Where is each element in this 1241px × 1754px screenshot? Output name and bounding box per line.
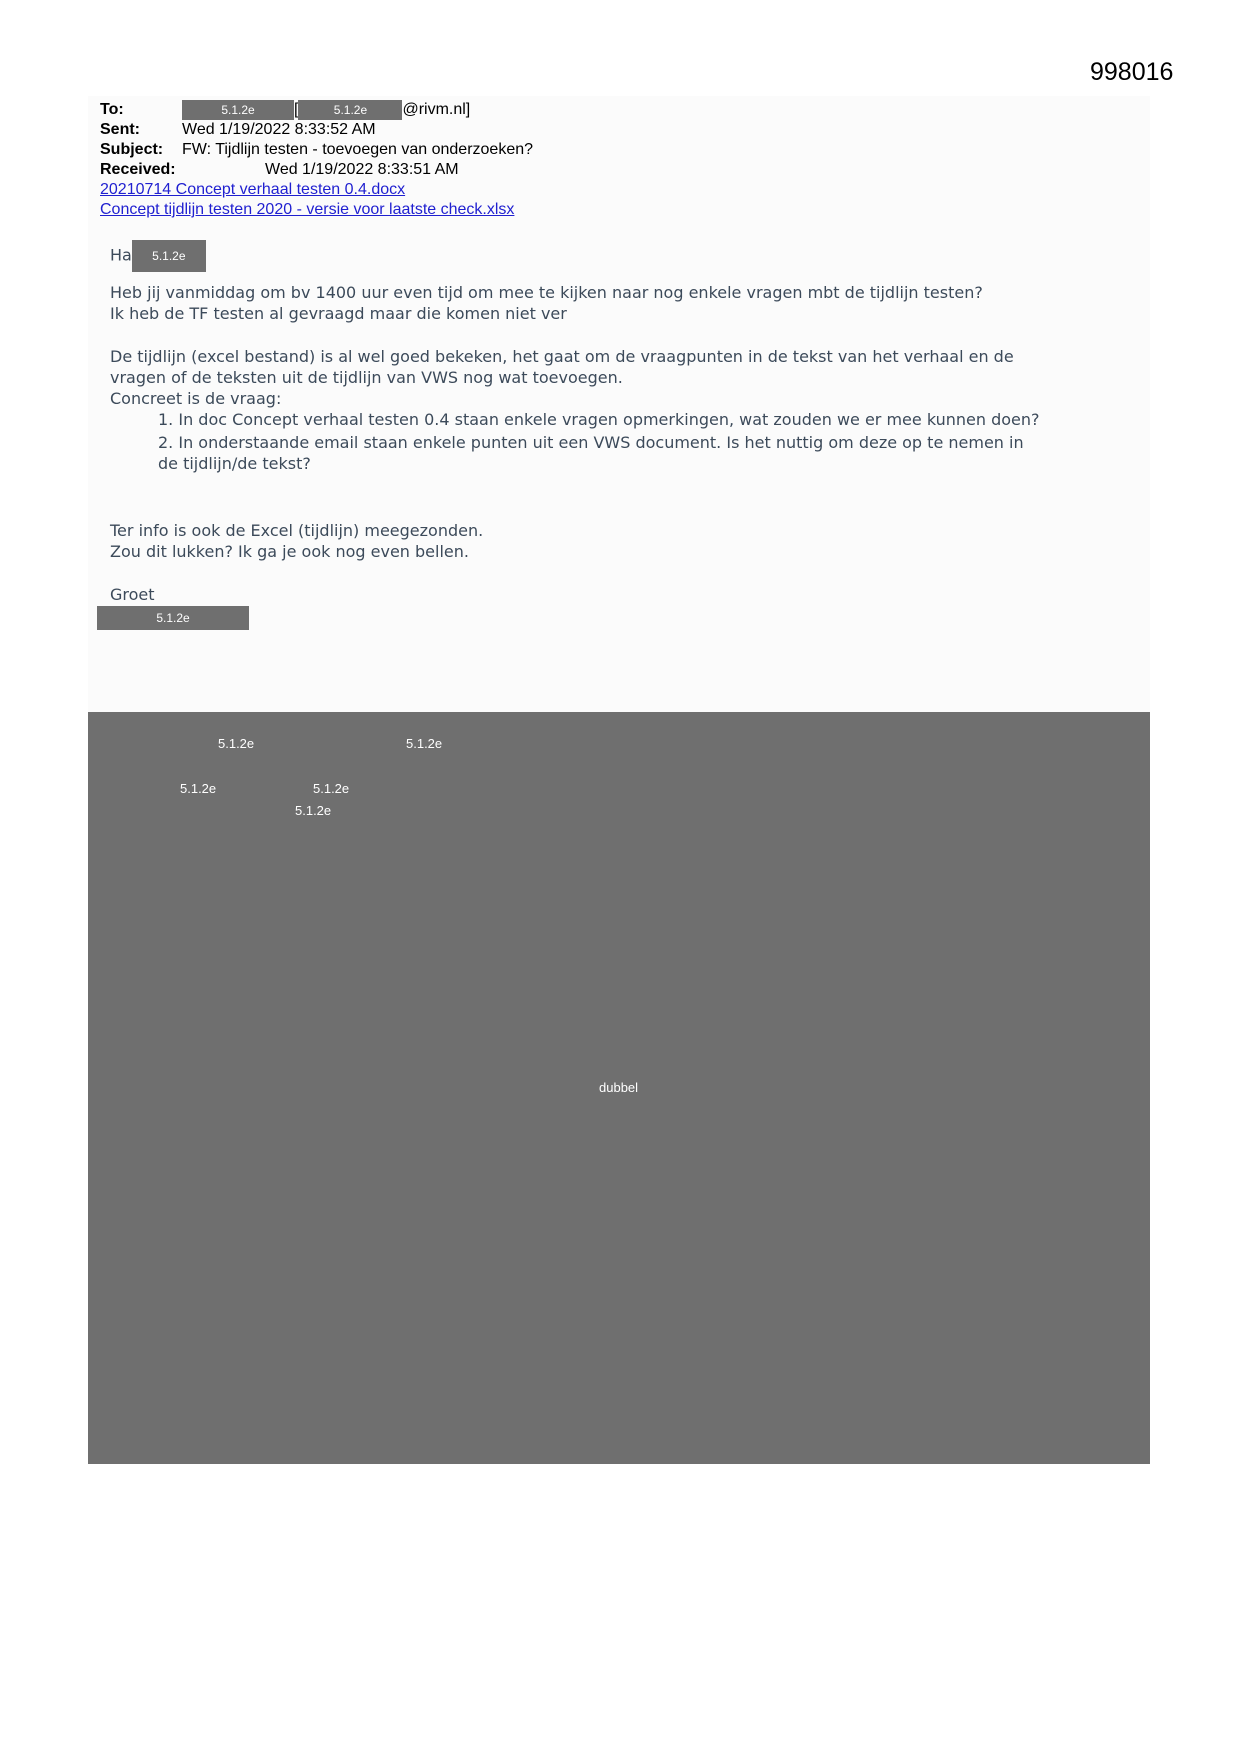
redaction-label: 5.1.2e (313, 781, 350, 796)
received-label: Received: (100, 161, 176, 178)
paragraph-line: Zou dit lukken? Ik ga je ook nog even bellen. (110, 542, 469, 561)
subject-value: FW: Tijdlijn testen - toevoegen van onderzoeken? (182, 141, 534, 158)
to-bracket: [ (294, 101, 299, 119)
paragraph-line: Ter info is ook de Excel (tijdlijn) meegezonden. (110, 521, 484, 540)
redaction-label: 5.1.2e (406, 736, 443, 751)
redaction-box: 5.1.2e (182, 100, 294, 120)
paragraph-line: Ik heb de TF testen al gevraagd maar die komen niet ver (110, 304, 567, 323)
redaction-label: 5.1.2e (295, 803, 332, 818)
attachment-link-docx[interactable]: 20210714 Concept verhaal testen 0.4.docx (100, 181, 406, 198)
closing: Groet (110, 585, 155, 604)
to-line (100, 100, 470, 120)
attachment-link-xlsx[interactable]: Concept tijdlijn testen 2020 - versie voor laatste check.xlsx (100, 201, 515, 218)
subject-label: Subject: (100, 141, 164, 158)
redaction-box: 5.1.2e (97, 606, 249, 630)
redaction-center-label: dubbel (599, 1080, 639, 1095)
subject-line (100, 140, 533, 160)
paragraph-line: Heb jij vanmiddag om bv 1400 uur even tijd om mee te kijken naar nog enkele vragen mbt de tijdlijn testen? (110, 283, 983, 302)
redaction-label: 5.1.2e (218, 736, 255, 751)
greeting-line (110, 240, 206, 270)
signature (97, 606, 249, 630)
received-value: Wed 1/19/2022 8:33:51 AM (265, 161, 459, 178)
paragraph-line: Concreet is de vraag: (110, 389, 282, 408)
sent-line (100, 120, 376, 140)
to-label: To: (100, 101, 124, 119)
redaction-box: 5.1.2e (132, 240, 206, 272)
list-item-continuation: de tijdlijn/de tekst? (158, 454, 311, 473)
redacted-block (88, 712, 1150, 1464)
to-email-suffix: @rivm.nl] (402, 101, 471, 119)
paragraph-line: vragen of de teksten uit de tijdlijn van VWS nog wat toevoegen. (110, 368, 623, 387)
sent-label: Sent: (100, 121, 140, 138)
list-item: 1. In doc Concept verhaal testen 0.4 staan enkele vragen opmerkingen, wat zouden we er mee kunnen doen? (158, 410, 1040, 429)
greeting: Ha (110, 245, 132, 265)
redaction-label: 5.1.2e (180, 781, 217, 796)
received-line (100, 160, 459, 180)
redaction-box: 5.1.2e (298, 100, 402, 120)
list-item: 2. In onderstaande email staan enkele punten uit een VWS document. Is het nuttig om deze op te nemen in (158, 433, 1024, 452)
document-number: 998016 (1090, 58, 1174, 86)
paragraph-line: De tijdlijn (excel bestand) is al wel goed bekeken, het gaat om de vraagpunten in de tekst van het verhaal en de (110, 347, 1014, 366)
sent-value: Wed 1/19/2022 8:33:52 AM (182, 121, 376, 138)
